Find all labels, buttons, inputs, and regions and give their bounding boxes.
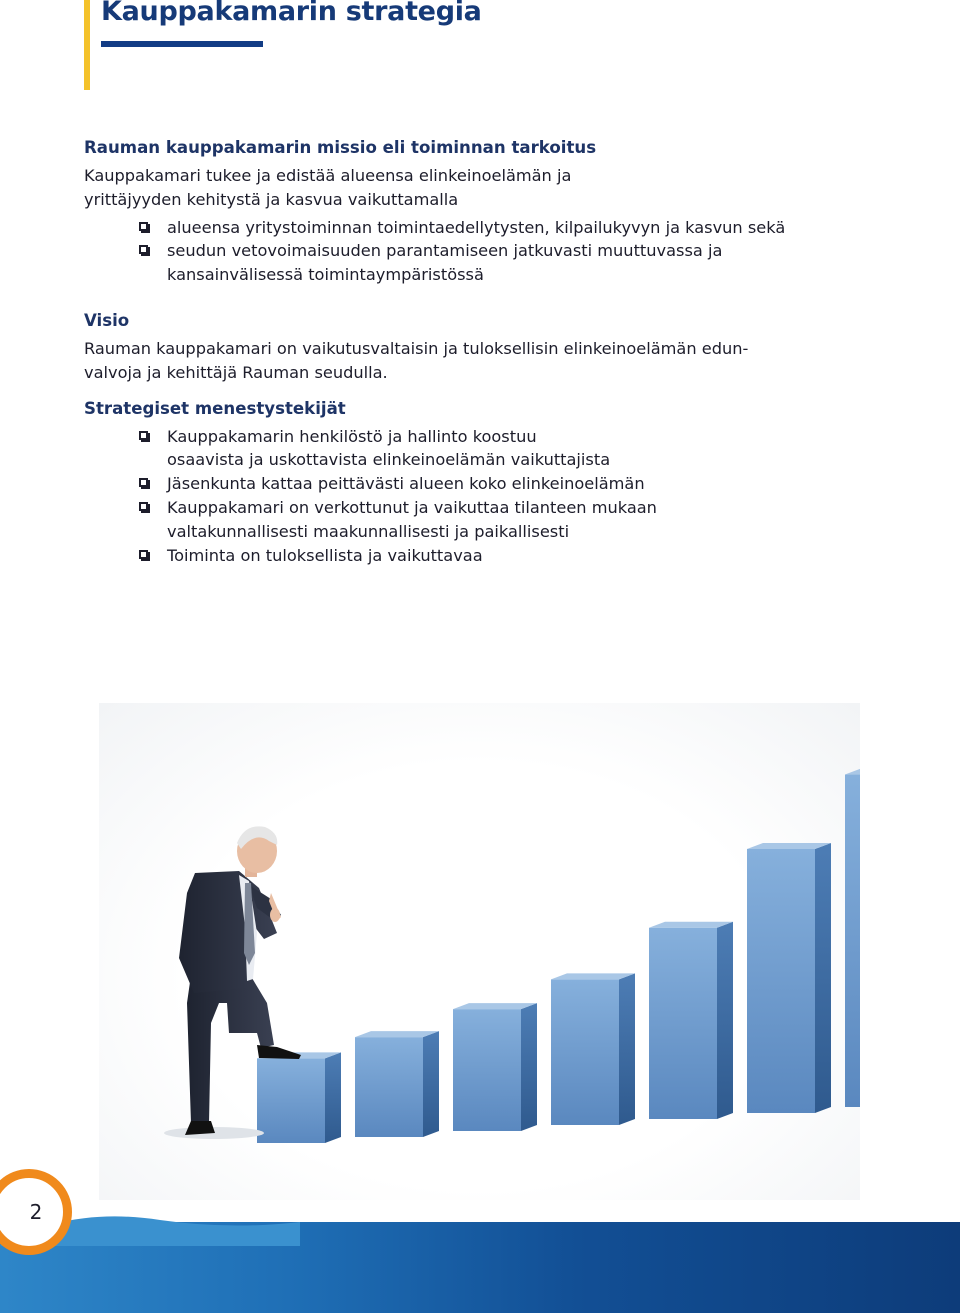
bar-side	[423, 1031, 439, 1137]
main-content	[84, 136, 804, 567]
mission-item-text: alueensa yritystoiminnan toimintaedellytysten, kilpailukyvyn ja kasvun sekä	[167, 217, 786, 237]
page-title: Kauppakamarin strategia	[101, 0, 482, 27]
page-number: 2	[29, 1200, 43, 1224]
mission-intro-line2: yrittäjyyden kehitystä ja kasvua vaikuttamalla	[84, 189, 459, 209]
strategic-item-line1: Kauppakamari on verkottunut ja vaikuttaa tilanteen mukaan	[167, 497, 657, 517]
checkbox-bullet-icon	[139, 245, 148, 254]
bar-front	[649, 928, 717, 1119]
bar-front	[355, 1037, 423, 1137]
strategic-item-line2: osaavista ja uskottavista elinkeinoelämän vaikuttajista	[167, 450, 611, 470]
bar-front	[257, 1058, 325, 1143]
checkbox-bullet-icon	[139, 502, 148, 511]
strategic-item-line2: valtakunnallisesti maakunnallisesti ja paikallisesti	[167, 521, 570, 541]
mission-item-line2: kansainvälisessä toimintaympäristössä	[167, 265, 484, 285]
vision-heading: Visio	[84, 310, 130, 330]
rising-bars-graphic	[99, 703, 860, 1200]
bar-front	[453, 1009, 521, 1131]
strategic-item-line1: Kauppakamarin henkilöstö ja hallinto koostuu	[167, 426, 537, 446]
mission-item-line1: seudun vetovoimaisuuden parantamiseen jatkuvasti muuttuvassa ja	[167, 241, 723, 261]
checkbox-bullet-icon	[139, 222, 148, 231]
bar-side	[815, 843, 831, 1113]
strategic-heading: Strategiset menestystekijät	[84, 398, 346, 418]
strategic-item-line1: Jäsenkunta kattaa peittävästi alueen koko elinkeinoelämän	[167, 474, 645, 494]
list-item	[167, 544, 804, 568]
list-item	[167, 496, 804, 544]
bar-side	[619, 973, 635, 1125]
bar-front	[845, 775, 860, 1107]
bar-top	[845, 769, 860, 775]
bar-side	[521, 1003, 537, 1131]
vision-line2: valvoja ja kehittäjä Rauman seudulla.	[84, 362, 388, 382]
title-underline	[101, 41, 263, 47]
mission-list	[84, 216, 804, 287]
vision-line1: Rauman kauppakamari on vaikutusvaltaisin ja tuloksellisin elinkeinoelämän edun-	[84, 338, 749, 358]
growth-illustration	[99, 703, 860, 1200]
checkbox-bullet-icon	[139, 550, 148, 559]
strategic-list	[84, 425, 804, 568]
bar-front	[551, 979, 619, 1125]
list-item	[167, 472, 804, 496]
bar-front	[747, 849, 815, 1113]
bar-side	[325, 1052, 341, 1143]
list-item	[167, 425, 804, 473]
list-item	[167, 216, 804, 240]
bars-group	[257, 769, 860, 1143]
mission-heading: Rauman kauppakamarin missio eli toiminnan tarkoitus	[84, 138, 597, 157]
checkbox-bullet-icon	[139, 431, 148, 440]
checkbox-bullet-icon	[139, 478, 148, 487]
title-accent-bar	[84, 0, 90, 90]
mission-intro-line1: Kauppakamari tukee ja edistää alueensa elinkeinoelämän ja	[84, 166, 572, 185]
bar-side	[717, 922, 733, 1119]
list-item	[167, 239, 804, 287]
strategic-item-line1: Toiminta on tuloksellista ja vaikuttavaa	[167, 545, 483, 565]
